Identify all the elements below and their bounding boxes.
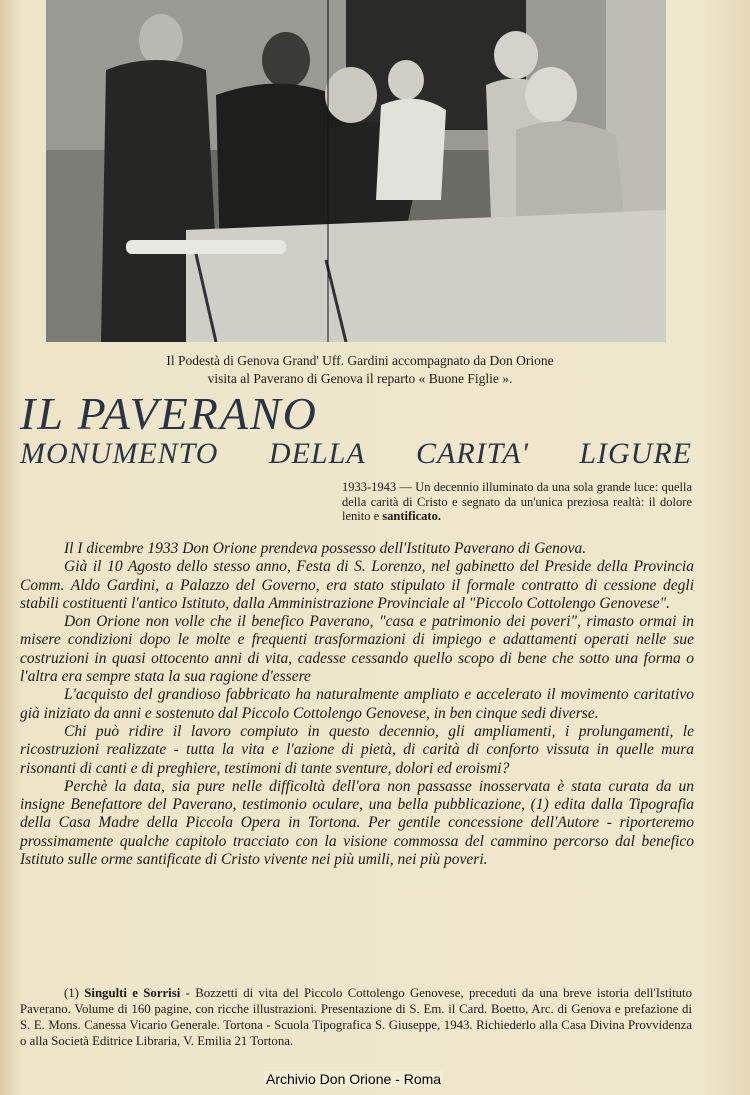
photo-illustration-icon — [46, 0, 666, 342]
footnote-text: - Bozzetti di vita del Piccolo Cottolengo Genovese, preceduti da una breve istoria dell'Istituto Paverano. Volume di 160 pagine, con ricche illustrazioni. Presentazione di S. Em. il Card. Boetto, Arc. di Genova e prefazione di S. E. Mons. Canessa Vicario Generale. Tortona - Scuola Tipografica S. Giuseppe, 1943. Richiederlo alla Casa Divina Provvidenza o alla Società Editrice Libraria, V. Emilia 21 Tortona. — [20, 986, 692, 1048]
subtitle-word: DELLA — [268, 437, 366, 470]
archive-photo — [46, 0, 666, 342]
caption-line-1: Il Podestà di Genova Grand' Uff. Gardini accompagnato da Don Orione — [166, 353, 554, 368]
paragraph: Chi può ridire il lavoro compiuto in questo decennio, gli ampliamenti, i prolungamenti, le ricostruzioni realizzate - tutta la vita e l'azione di pietà, di carità di conforto vissuta in quelle mura risonanti di canti e di preghiere, testimoni di tante sventure, dolori ed eroismi? — [20, 722, 694, 777]
article-title: IL PAVERANO — [20, 388, 318, 439]
intro-text: 1933-1943 — Un decennio illuminato da una sola grande luce: quella della carità di Cristo e segnato da un'unica preziosa realtà: il dolore lenito e — [342, 480, 692, 523]
footnote-marker: (1) — [64, 986, 79, 1000]
paragraph: Il I dicembre 1933 Don Orione prendeva possesso dell'Istituto Paverano di Genova. — [64, 540, 587, 557]
subtitle-word: MONUMENTO — [20, 437, 219, 470]
article-subtitle — [20, 435, 692, 473]
subtitle-word: LIGURE — [579, 437, 692, 470]
article-intro — [342, 480, 692, 524]
subtitle-word: CARITA' — [416, 437, 529, 470]
paragraph: Don Orione non volle che il benefico Paverano, "casa e patrimonio dei poveri", rimasto ormai in misere condizioni dopo le molte e frequenti trasformazioni di impiego e adattamenti operati nelle sue costruzioni in quasi ottocento anni di vita, cadesse cessando quello scopo di bene che sotto una forma o l'altra era sempre stata la sua ragione d'essere — [20, 613, 694, 686]
archive-watermark: Archivio Don Orione - Roma — [266, 1071, 442, 1087]
intro-bold: santificato. — [382, 509, 441, 523]
footnote — [20, 985, 692, 1049]
paragraph: Perchè la data, sia pure nelle difficoltà dell'ora non passasse inosservata è stata curata da un insigne Benefattore del Paverano, testimonio oculare, una bella pubblicazione, (1) edita dalla Tipografia della Casa Madre della Piccola Opera in Tortona. Per gentile concessione dell'Autore - riporteremo prossimamente qualche capitolo tracciato con la visione commossa del cammino percorso dal benefico Istituto sulle orme santificate di Cristo vivente nei più umili, nei più poveri. — [20, 777, 694, 869]
article-body — [20, 540, 694, 869]
photo-caption — [60, 352, 660, 388]
footnote-title: Singulti e Sorrisi — [84, 986, 181, 1000]
paragraph: L'acquisto del grandioso fabbricato ha naturalmente ampliato e accelerato il movimento caritativo già iniziato da anni e sostenuto dal Piccolo Cottolengo Genovese, in ben cinque sedi diverse. — [20, 686, 694, 722]
caption-line-2: visita al Paverano di Genova il reparto « Buone Figlie ». — [207, 371, 513, 386]
paragraph: Già il 10 Agosto dello stesso anno, Festa di S. Lorenzo, nel gabinetto del Preside della Provincia Comm. Aldo Gardini, a Palazzo del Governo, era stato stipulato il formale contratto di cessione degli stabili costituenti l'antico Istituto, dalla Amministrazione Provinciale al "Piccolo Cottolengo Genovese". — [20, 558, 694, 612]
